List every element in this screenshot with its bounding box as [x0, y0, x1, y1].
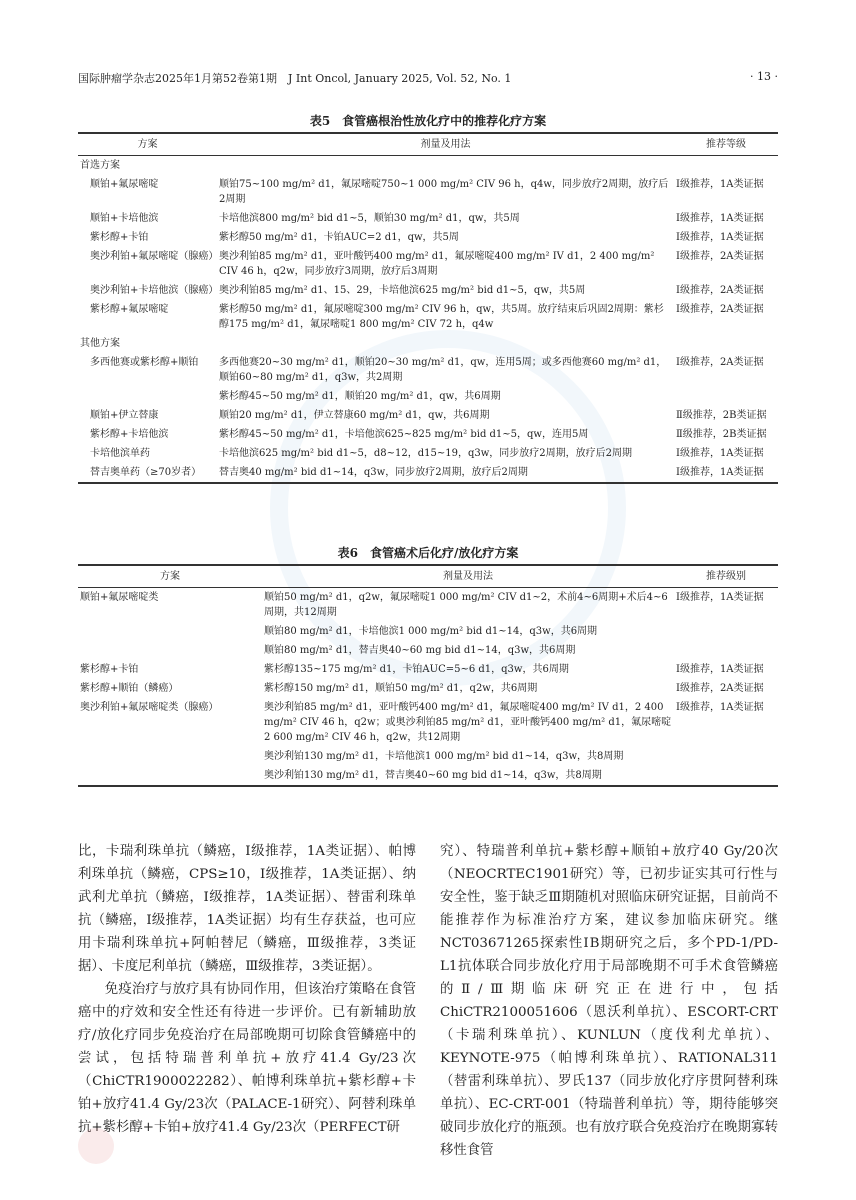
- cell-grade: Ⅰ级推荐，1A类证据: [676, 232, 764, 243]
- table-row: [78, 588, 778, 623]
- cell-regimen: 多西他赛或紫杉醇+顺铂: [90, 357, 199, 368]
- cell-regimen: 顺铂+卡培他滨: [90, 213, 159, 224]
- table-row: [78, 334, 778, 353]
- cell-regimen: 奥沙利铂+氟尿嘧啶类（腺癌）: [80, 702, 219, 713]
- cell-grade: Ⅰ级推荐，2A类证据: [676, 251, 764, 262]
- table5-body: [78, 156, 778, 484]
- cell-dose: 顺铂80 mg/m² d1，替吉奥40~60 mg bid d1~14，q3w，共6周期: [264, 645, 576, 656]
- cell-grade: Ⅰ级推荐，1A类证据: [676, 448, 764, 459]
- cell-regimen: [78, 622, 262, 641]
- cell-dose: 奥沙利铂85 mg/m² d1，亚叶酸钙400 mg/m² d1，氟尿嘧啶400 mg/m² IV d1，2 400 mg/m² CIV 46 h，q2w，同步放疗3周期，放疗后3周期: [219, 251, 655, 277]
- table6-col-dose: 剂量及用法: [262, 565, 674, 588]
- cell-dose: 顺铂75~100 mg/m² d1，氟尿嘧啶750~1 000 mg/m² CIV 96 h，q4w，同步放疗2周期，放疗后2周期: [219, 179, 669, 205]
- table-row: [78, 156, 778, 176]
- paragraph: 究）、特瑞普利单抗+紫杉醇+顺铂+放疗40 Gy/20次（NEOCRTEC1901研究）等，已初步证实其可行性与安全性，鉴于缺乏Ⅲ期随机对照临床研究证据，目前尚不能推荐作为标准治疗方案，建议参加临床研究。继NCT03671265探索性ⅠB期研究之后，多个PD-1/PD-L1抗体联合同步放化疗用于局部晚期不可手术食管鳞癌的Ⅱ/Ⅲ期临床研究正在进行中，包括ChiCTR2100051606（恩沃利单抗）、ESCORT-CRT（卡瑞利珠单抗）、KUNLUN（度伐利尤单抗）、KEYNOTE-975（帕博利珠单抗）、RATIONAL311（替雷利珠单抗）、罗氏137（同步放化疗序贯阿替利珠单抗）、EC-CRT-001（特瑞普利单抗）等，期待能够突破同步放化疗的瓶颈。也有放疗联合免疫治疗在晚期寡转移性食管: [440, 844, 778, 1158]
- table5-col-dose: 剂量及用法: [217, 133, 674, 156]
- paragraph: 比，卡瑞利珠单抗（鳞癌，Ⅰ级推荐，1A类证据）、帕博利珠单抗（鳞癌，CPS≥10，Ⅰ级推荐，1A类证据）、纳武利尤单抗（鳞癌，Ⅰ级推荐，1A类证据）、替雷利珠单抗（鳞癌，Ⅰ级推荐，1A类证据）均有生存获益，也可应用卡瑞利珠单抗+阿帕替尼（鳞癌，Ⅲ级推荐，3类证据）、卡度尼利单抗（鳞癌，Ⅲ级推荐，3类证据）。: [78, 844, 416, 974]
- cell-grade: [674, 766, 778, 786]
- cell-grade: Ⅰ级推荐，1A类证据: [676, 592, 764, 603]
- table-row: [78, 175, 778, 209]
- cell-dose: 紫杉醇45~50 mg/m² d1，卡培他滨625~825 mg/m² bid d1~5，qw，连用5周: [219, 429, 589, 440]
- cell-dose: 卡培他滨625 mg/m² bid d1~5，d8~12，d15~19，q3w，同步放疗2周期，放疗后2周期: [219, 448, 633, 459]
- running-header: [78, 70, 778, 86]
- table5-col-grade: 推荐等级: [674, 133, 778, 156]
- table-row: [78, 387, 778, 406]
- cell-grade: Ⅰ级推荐，2A类证据: [676, 304, 764, 315]
- cell-dose: 紫杉醇45~50 mg/m² d1，顺铂20 mg/m² d1，qw，共6周期: [219, 391, 501, 402]
- cell-grade: Ⅰ级推荐，1A类证据: [676, 179, 764, 190]
- cell-dose: 多西他赛20~30 mg/m² d1，顺铂20~30 mg/m² d1，qw，连用5周；或多西他赛60 mg/m² d1，顺铂60~80 mg/m² d1，q3w，共2周期: [219, 357, 667, 383]
- table6: [78, 564, 778, 787]
- table-row: [78, 406, 778, 425]
- cell-regimen: 奥沙利铂+卡培他滨（腺癌）: [90, 285, 219, 296]
- cell-regimen: 顺铂+氟尿嘧啶: [90, 179, 159, 190]
- cell-regimen: 奥沙利铂+氟尿嘧啶（腺癌）: [90, 251, 219, 262]
- table-row: [78, 425, 778, 444]
- cell-grade: [674, 641, 778, 660]
- table-row: [78, 766, 778, 786]
- table5-col-regimen: 方案: [78, 133, 217, 156]
- cell-dose: 奥沙利铂85 mg/m² d1，亚叶酸钙400 mg/m² d1，氟尿嘧啶400 mg/m² IV d1，2 400 mg/m² CIV 46 h，q2w；或奥沙利铂85 mg/m² d1，亚叶酸钙400 mg/m² d1，氟尿嘧啶2 600 mg/m² CIV 46 h，q2w，共12周期: [264, 702, 672, 743]
- cell-grade: Ⅱ级推荐，2B类证据: [676, 410, 767, 421]
- section-label: 其他方案: [80, 338, 120, 349]
- cell-grade: Ⅱ级推荐，2B类证据: [676, 429, 767, 440]
- cell-dose: 卡培他滨800 mg/m² bid d1~5，顺铂30 mg/m² d1，qw，共5周: [219, 213, 520, 224]
- journal-citation: 国际肿瘤学杂志2025年1月第52卷第1期 J Int Oncol, January 2025, Vol. 52, No. 1: [78, 72, 512, 85]
- table6-col-regimen: 方案: [78, 565, 262, 588]
- cell-dose: 顺铂20 mg/m² d1，伊立替康60 mg/m² d1，qw，共6周期: [219, 410, 490, 421]
- cell-grade: Ⅰ级推荐，1A类证据: [676, 213, 764, 224]
- table5-caption: 表5 食管癌根治性放化疗中的推荐化疗方案: [309, 114, 547, 128]
- table5: [78, 132, 778, 484]
- cell-regimen: 顺铂+氟尿嘧啶类: [80, 592, 159, 603]
- table6-body: [78, 588, 778, 787]
- cell-grade: Ⅰ级推荐，2A类证据: [676, 683, 764, 694]
- cell-dose: 紫杉醇135~175 mg/m² d1，卡铂AUC=5~6 d1，q3w，共6周期: [264, 664, 569, 675]
- cell-grade: Ⅰ级推荐，2A类证据: [676, 357, 764, 368]
- table-row: [78, 641, 778, 660]
- cell-regimen: 紫杉醇+卡铂: [90, 232, 149, 243]
- cell-dose: 顺铂80 mg/m² d1，卡培他滨1 000 mg/m² bid d1~14，q3w，共6周期: [264, 626, 598, 637]
- cell-grade: Ⅰ级推荐，1A类证据: [676, 702, 764, 713]
- table-row: [78, 228, 778, 247]
- cell-grade: Ⅰ级推荐，1A类证据: [676, 664, 764, 675]
- table-row: [78, 247, 778, 281]
- paragraph: 免疫治疗与放疗具有协同作用，但该治疗策略在食管癌中的疗效和安全性还有待进一步评价。已有新辅助放疗/放化疗同步免疫治疗在局部晚期可切除食管鳞癌中的尝试，包括特瑞普利单抗+放疗41.4 Gy/23次（ChiCTR1900022282）、帕博利珠单抗+紫杉醇+卡铂+放疗41.4 Gy/23次（PALACE-1研究）、阿替利珠单抗+紫杉醇+卡铂+放疗41.4 Gy/23次（PERFECT研: [78, 982, 416, 1135]
- cell-grade: [674, 622, 778, 641]
- table-row: [78, 660, 778, 679]
- cell-regimen: 紫杉醇+卡铂: [80, 664, 139, 675]
- cell-regimen: 紫杉醇+氟尿嘧啶: [90, 304, 169, 315]
- cell-regimen: 紫杉醇+卡培他滨: [90, 429, 169, 440]
- cell-dose: 奥沙利铂85 mg/m² d1、15、29，卡培他滨625 mg/m² bid d1~5，qw，共5周: [219, 285, 586, 296]
- cell-regimen: 替吉奥单药（≥70岁者）: [78, 463, 217, 483]
- cell-dose: 替吉奥40 mg/m² bid d1~14，q3w，同步放疗2周期，放疗后2周期: [217, 463, 674, 483]
- table6-caption: 表6 食管癌术后化疗/放化疗方案: [337, 546, 519, 560]
- cell-regimen: 顺铂+伊立替康: [90, 410, 159, 421]
- cell-regimen: [78, 387, 217, 406]
- cell-grade: [674, 387, 778, 406]
- cell-regimen: 卡培他滨单药: [90, 448, 150, 459]
- cell-regimen: [78, 641, 262, 660]
- section-label: 首选方案: [80, 160, 120, 171]
- table-row: [78, 622, 778, 641]
- table-row: [78, 353, 778, 387]
- table-row: [78, 463, 778, 483]
- cell-dose: 紫杉醇50 mg/m² d1，卡铂AUC=2 d1，qw，共5周: [219, 232, 459, 243]
- cell-dose: 紫杉醇50 mg/m² d1，氟尿嘧啶300 mg/m² CIV 96 h，qw，共5周。放疗结束后巩固2周期：紫杉醇175 mg/m² d1，氟尿嘧啶1 800 mg/m² CIV 72 h，q4w: [219, 304, 664, 330]
- table-row: [78, 300, 778, 334]
- cell-grade: [674, 747, 778, 766]
- table-row: [78, 679, 778, 698]
- cell-grade: Ⅰ级推荐，2A类证据: [676, 285, 764, 296]
- cell-regimen: [78, 747, 262, 766]
- cell-dose: 紫杉醇150 mg/m² d1，顺铂50 mg/m² d1，q2w，共6周期: [264, 683, 538, 694]
- right-column: [440, 840, 778, 1170]
- cell-dose: 奥沙利铂130 mg/m² d1，卡培他滨1 000 mg/m² bid d1~14，q3w，共8周期: [264, 751, 624, 762]
- cell-regimen: [78, 766, 262, 786]
- cell-dose: 顺铂50 mg/m² d1，q2w，氟尿嘧啶1 000 mg/m² CIV d1~2，术前4~6周期+术后4~6周期，共12周期: [264, 592, 668, 618]
- body-text: [78, 840, 778, 1170]
- table-row: [78, 444, 778, 463]
- cell-regimen: 紫杉醇+顺铂（鳞癌）: [80, 683, 179, 694]
- table-row: [78, 698, 778, 747]
- table-row: [78, 747, 778, 766]
- table-row: [78, 209, 778, 228]
- table6-col-grade: 推荐级别: [674, 565, 778, 588]
- cell-dose: 奥沙利铂130 mg/m² d1，替吉奥40~60 mg bid d1~14，q3w，共8周期: [262, 766, 674, 786]
- table-row: [78, 281, 778, 300]
- cell-grade: Ⅰ级推荐，1A类证据: [674, 463, 778, 483]
- left-column: [78, 840, 416, 1170]
- page-number: · 13 ·: [750, 70, 778, 83]
- publisher-logo: [78, 1128, 114, 1164]
